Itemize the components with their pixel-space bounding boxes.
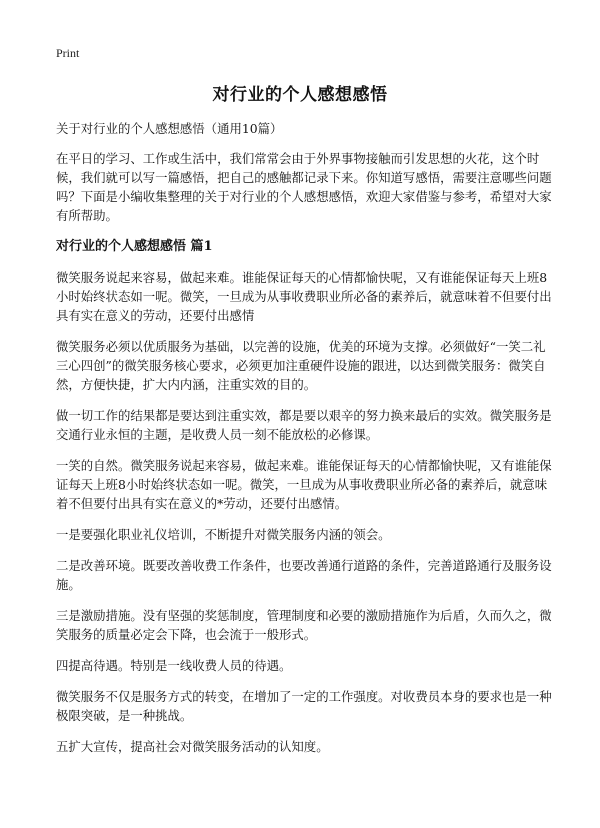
article-body: [56, 119, 552, 768]
paragraph: 三是激励措施。没有坚强的奖惩制度，管理制度和必要的激励措施作为后盾，久而久之，微笑服务的质量必定会下降，也会流于一般形式。: [56, 608, 552, 642]
page-title: 对行业的个人感想感悟: [212, 85, 388, 105]
article-subtitle: 关于对行业的个人感想感悟（通用10篇）: [56, 121, 283, 136]
paragraph: 微笑服务说起来容易，做起来难。谁能保证每天的心情都愉快呢，又有谁能保证每天上班8小时始终状态如一呢。微笑，一旦成为从事收费职业所必备的素养后，就意味着不但要付出具有实在意义的劳动，还要付出感情: [56, 270, 552, 323]
paragraph: 四提高待遇。特别是一线收费人员的待遇。: [56, 658, 292, 673]
paragraph: 微笑服务必须以优质服务为基础，以完善的设施，优美的环境为支撑。必须做好“一笑二礼三心四创”的微笑服务核心要求，必须更加注重硬件设施的跟进，以达到微笑服务：微笑自然，方便快捷，扩大内内涵，注重实效的目的。: [56, 339, 546, 392]
paragraph: 一笑的自然。微笑服务说起来容易，做起来难。谁能保证每天的心情都愉快呢，又有谁能保证每天上班8小时始终状态如一呢。微笑，一旦成为从事收费职业所必备的素养后，就意味着不但要付出具有实在意义的*劳动，还要付出感情。: [56, 458, 552, 511]
paragraph: 做一切工作的结果都是要达到注重实效，都是要以艰辛的努力换来最后的实效。微笑服务是交通行业永恒的主题，是收费人员一刻不能放松的必修课。: [56, 408, 552, 442]
paragraph: 微笑服务不仅是服务方式的转变，在增加了一定的工作强度。对收费员本身的要求也是一种极限突破，是一种挑战。: [56, 689, 552, 723]
section-heading: 对行业的个人感想感悟 篇1: [56, 239, 213, 254]
paragraph: 二是改善环境。既要改善收费工作条件，也要改善通行道路的条件，完善道路通行及服务设施。: [56, 558, 552, 592]
intro-paragraph: 在平日的学习、工作或生活中，我们常常会由于外界事物接触而引发思想的火花，这个时候，我们就可以写一篇感悟，把自己的感触都记录下来。你知道写感悟，需要注意哪些问题吗？下面是小编收集整理的关于对行业的个人感想感悟，欢迎大家借鉴与参考，希望对大家有所帮助。: [56, 151, 552, 223]
paragraph: 一是要强化职业礼仪培训，不断提升对微笑服务内涵的领会。: [56, 527, 391, 542]
paragraph: 五扩大宣传，提高社会对微笑服务活动的认知度。: [56, 739, 329, 754]
print-link[interactable]: Print: [56, 46, 80, 60]
